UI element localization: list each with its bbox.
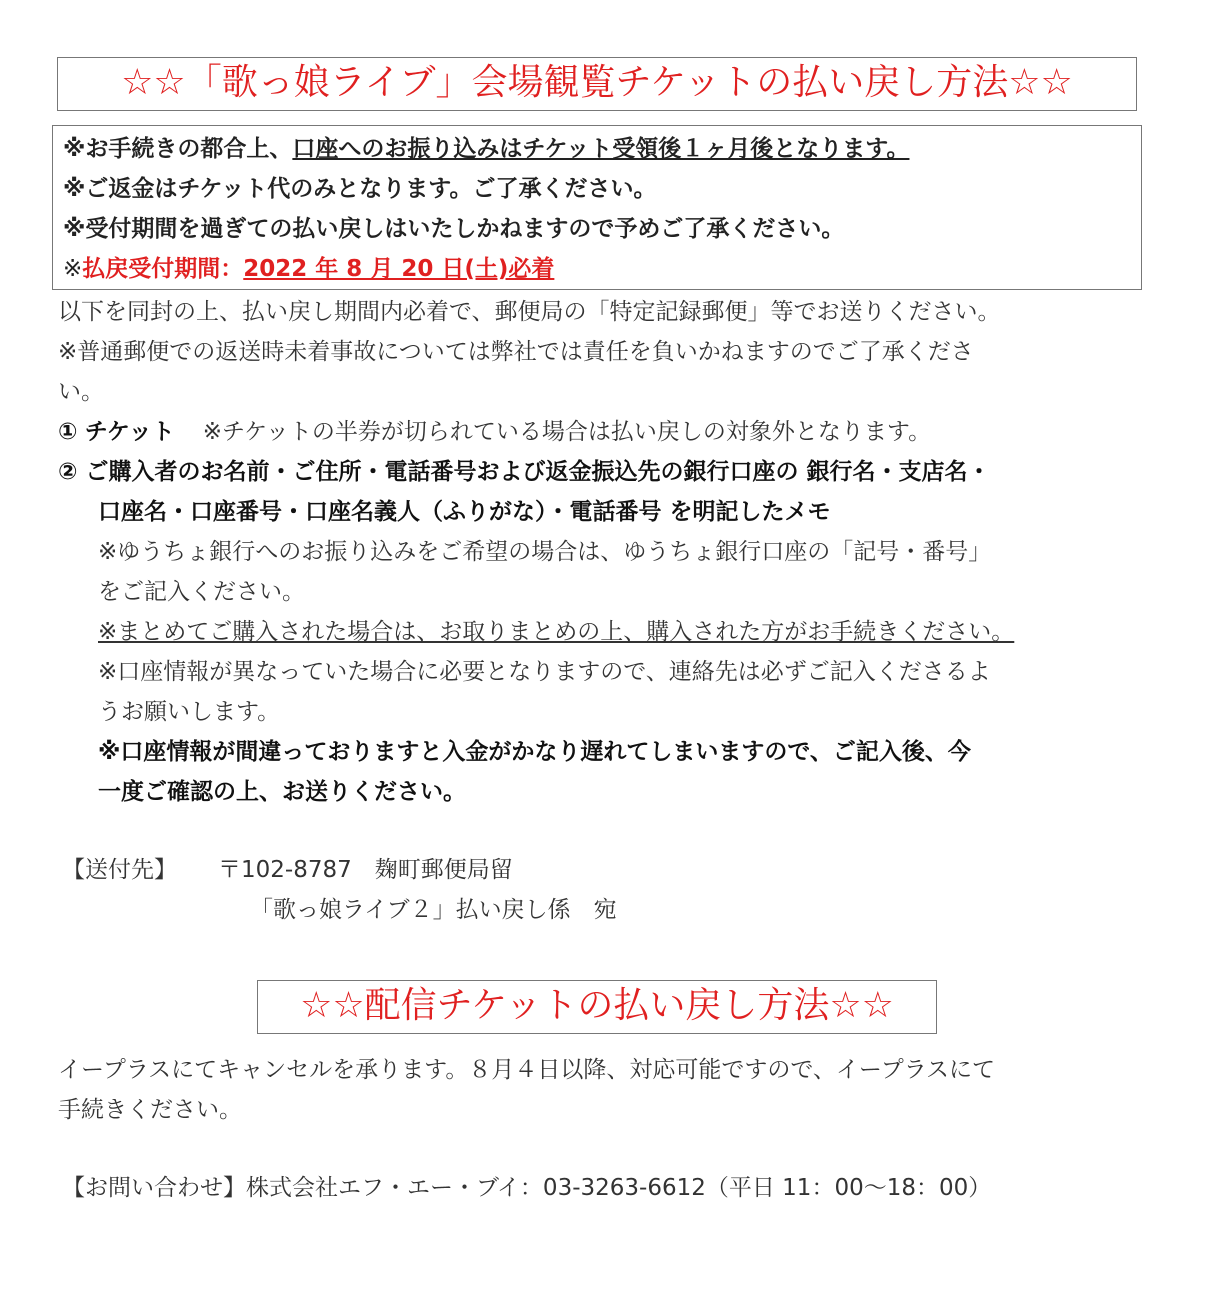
- address-line-1: 〒102-8787 麹町郵便局留: [218, 857, 513, 883]
- item-number: ②: [58, 459, 78, 485]
- notice-box: [52, 125, 1142, 290]
- address-line-2: 「歌っ娘ライブ２」払い戻し係 宛: [250, 897, 617, 923]
- item-note: ※チケットの半券が切られている場合は払い戻しの対象外となります。: [202, 419, 932, 445]
- note-contact-cont: うお願いします。: [98, 699, 281, 725]
- item-number: ①: [58, 419, 78, 445]
- note-contact: ※口座情報が異なっていた場合に必要となりますので、連絡先は必ずご記入くださるよ: [98, 659, 991, 685]
- contact-info: 【お問い合わせ】株式会社エフ・エー・ブイ：03-3263-6612（平日 11：00～18：00）: [62, 1175, 992, 1201]
- notice-line-1: [63, 129, 909, 169]
- note-account-cont: 一度ご確認の上、お送りください。: [98, 779, 466, 805]
- item-memo: [58, 452, 991, 492]
- streaming-text-cont: 手続きください。: [58, 1097, 242, 1123]
- item-label: ご購入者のお名前・ご住所・電話番号および返金振込先の銀行口座の 銀行名・支店名・: [85, 459, 991, 485]
- notice-text: ※お手続きの都合上、: [63, 136, 293, 162]
- note-yucho: ※ゆうちょ銀行へのお振り込みをご希望の場合は、ゆうちょ銀行口座の「記号・番号」: [98, 539, 992, 565]
- note-yucho-cont: をご記入ください。: [98, 579, 305, 605]
- notice-line-2: ※ご返金はチケット代のみとなります。ご了承ください。: [63, 176, 657, 202]
- note-account: ※口座情報が間違っておりますと入金がかなり遅れてしまいますので、ご記入後、今: [98, 739, 971, 765]
- page-title: ☆☆「歌っ娘ライブ」会場観覧チケットの払い戻し方法☆☆: [57, 57, 1137, 111]
- notice-underlined: 口座へのお振り込みはチケット受領後１ヶ月後となります。: [292, 136, 910, 162]
- section-title-streaming: ☆☆配信チケットの払い戻し方法☆☆: [257, 980, 937, 1034]
- item-memo-cont: 口座名・口座番号・口座名義人（ふりがな）・電話番号 を明記したメモ: [98, 499, 831, 525]
- address-label: 【送付先】: [62, 857, 177, 883]
- deadline-label: 払戻受付期間：: [82, 256, 244, 282]
- note-bulk: ※まとめてご購入された場合は、お取りまとめの上、購入された方がお手続きください。: [98, 619, 1015, 645]
- deadline-date: 2022 年 8 月 20 日(土)必着: [243, 256, 555, 282]
- item-ticket: [58, 412, 931, 452]
- notice-line-3: ※受付期間を過ぎての払い戻しはいたしかねますので予めご了承ください。: [63, 216, 845, 242]
- mail-warning: ※普通郵便での返送時未着事故については弊社では責任を負いかねますのでご了承くださ: [58, 339, 974, 365]
- mail-warning-cont: い。: [58, 379, 104, 405]
- notice-deadline: [63, 249, 554, 289]
- item-label: チケット: [84, 419, 175, 445]
- instructions: 以下を同封の上、払い戻し期間内必着で、郵便局の「特定記録郵便」等でお送りください。: [58, 299, 1001, 325]
- notice-mark: ※: [63, 256, 83, 282]
- streaming-text: イープラスにてキャンセルを承ります。８月４日以降、対応可能ですので、イープラスにて: [58, 1057, 996, 1083]
